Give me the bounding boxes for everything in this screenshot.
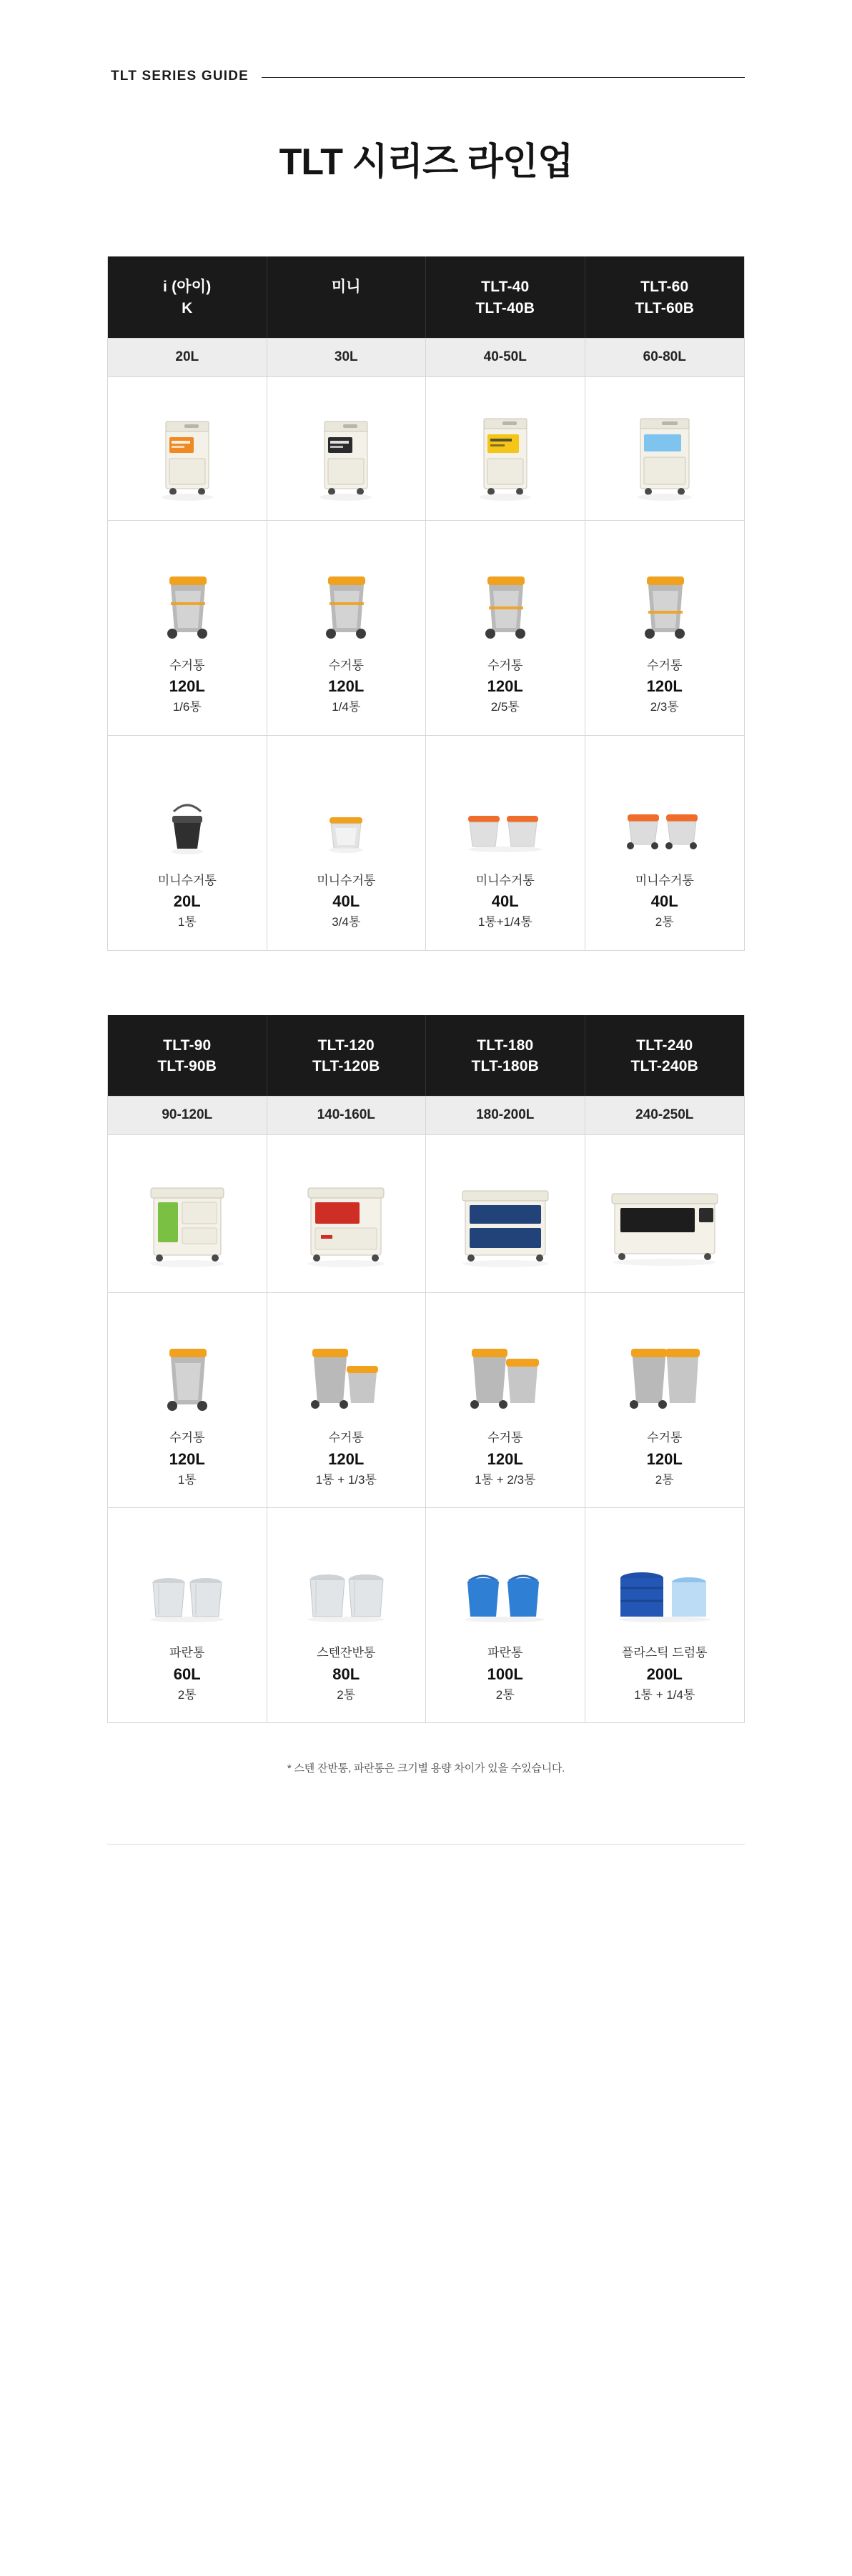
capacity-cell: 40-50L <box>426 338 585 377</box>
mini-bin-double-orange-icon <box>432 753 579 860</box>
compactor-red-large-icon <box>273 1152 420 1274</box>
bin-label: 수거통 <box>487 1431 523 1445</box>
table1-machine-row <box>108 377 744 521</box>
steel-drum-pair-icon <box>273 1525 420 1632</box>
minibin-label: 미니수거통 <box>157 873 217 887</box>
table1-header-row <box>108 256 744 338</box>
table2-col4-header <box>585 1015 745 1097</box>
model-name-line2: TLT-60B <box>635 299 695 316</box>
model-name-line1: TLT-60 <box>640 279 689 295</box>
wheeled-bin-120l-icon <box>273 538 420 645</box>
model-name-line2: TLT-240B <box>630 1058 699 1075</box>
extra-label: 스텐잔반통 <box>317 1646 376 1660</box>
extra-label: 파란통 <box>487 1646 523 1660</box>
wheeled-bin-pair-orange-icon <box>591 753 739 860</box>
bin-cell <box>585 521 745 736</box>
table1-capacity-row <box>108 338 744 377</box>
minibin-label: 미니수거통 <box>635 873 694 887</box>
compactor-navy-large-icon <box>432 1152 579 1274</box>
model-name-line2: TLT-40B <box>475 299 535 316</box>
minibin-count: 3/4통 <box>332 915 361 929</box>
compactor-yellow-icon <box>432 394 579 501</box>
table2-col1-header <box>108 1015 267 1097</box>
bin-count: 2통 <box>655 1472 674 1487</box>
extra-cell <box>108 1508 267 1722</box>
machine-cell <box>585 377 745 521</box>
table2-machine-row <box>108 1135 744 1293</box>
model-name-line1: TLT-120 <box>317 1037 375 1054</box>
bin-value: 120L <box>169 1449 205 1468</box>
extra-cell <box>267 1508 427 1722</box>
bin-count: 2/5통 <box>490 700 520 714</box>
model-name-line2 <box>270 298 423 319</box>
minibin-value: 20L <box>173 892 201 911</box>
minibin-cell <box>108 736 267 950</box>
minibin-count: 1통+1/4통 <box>477 915 532 929</box>
bin-count: 1/6통 <box>172 700 202 714</box>
table2-header-row <box>108 1015 744 1097</box>
bin-label: 수거통 <box>169 1431 205 1445</box>
extra-count: 2통 <box>177 1687 197 1702</box>
bin-count: 2/3통 <box>650 700 679 714</box>
steel-drum-pair-icon <box>114 1525 261 1632</box>
model-name-line1: TLT-240 <box>636 1037 693 1054</box>
capacity-cell: 140-160L <box>267 1096 427 1135</box>
compactor-blue-icon <box>591 394 739 501</box>
capacity-cell: 30L <box>267 338 427 377</box>
page-root <box>0 69 852 2576</box>
machine-cell <box>267 1135 427 1293</box>
compactor-black-large-icon <box>591 1152 739 1274</box>
table1-col3-header <box>426 256 585 338</box>
mini-bin-single-icon <box>273 753 420 860</box>
table1-col1-header <box>108 256 267 338</box>
bin-cell <box>108 1293 267 1508</box>
extra-cell <box>426 1508 585 1722</box>
model-name-line2: K <box>182 299 193 316</box>
lineup-table-1 <box>107 256 745 951</box>
wheeled-bin-120l-icon <box>591 538 739 645</box>
page-title: TLT 시리즈 라인업 <box>279 141 573 183</box>
wheeled-bin-120l-icon <box>273 1310 420 1417</box>
wheeled-bin-120l-icon <box>432 538 579 645</box>
minibin-label: 미니수거통 <box>475 873 535 887</box>
footnote-text: * 스텐 잔반통, 파란통은 크기별 용량 차이가 있을 수있습니다. <box>287 1762 565 1775</box>
model-name-line1: TLT-180 <box>477 1037 534 1054</box>
capacity-cell: 60-80L <box>585 338 745 377</box>
wheeled-bin-120l-icon <box>591 1310 739 1417</box>
machine-cell <box>108 377 267 521</box>
model-name-line1: TLT-40 <box>481 279 530 295</box>
table2-col3-header <box>426 1015 585 1097</box>
minibin-value: 40L <box>650 892 678 911</box>
bin-label: 수거통 <box>487 658 523 672</box>
bin-cell <box>426 1293 585 1508</box>
table2-extra-row <box>108 1508 744 1722</box>
minibin-label: 미니수거통 <box>317 873 376 887</box>
extra-value: 80L <box>332 1664 360 1683</box>
plastic-drum-pair-icon <box>591 1525 739 1632</box>
bin-label: 수거통 <box>647 658 683 672</box>
bin-cell <box>585 1293 745 1508</box>
bin-cell <box>108 521 267 736</box>
extra-label: 파란통 <box>169 1646 205 1660</box>
minibin-value: 40L <box>332 892 360 911</box>
table2-col2-header <box>267 1015 427 1097</box>
bin-label: 수거통 <box>647 1431 683 1445</box>
bin-value: 120L <box>328 1449 365 1468</box>
table2-capacity-row <box>108 1096 744 1135</box>
capacity-cell: 180-200L <box>426 1096 585 1135</box>
model-name-line1: i (아이) <box>163 279 212 295</box>
eyebrow-divider <box>262 77 745 78</box>
extra-count: 1통 + 1/4통 <box>634 1687 695 1702</box>
table1-col2-header <box>267 256 427 338</box>
extra-count: 2통 <box>495 1687 515 1702</box>
model-name-line2: TLT-120B <box>312 1058 380 1075</box>
bin-count: 1통 + 1/3통 <box>315 1472 377 1487</box>
capacity-cell: 90-120L <box>108 1096 267 1135</box>
wheeled-bin-120l-icon <box>114 538 261 645</box>
blue-bucket-pair-icon <box>432 1525 579 1632</box>
machine-cell <box>426 1135 585 1293</box>
table1-minibin-row <box>108 736 744 950</box>
machine-cell <box>585 1135 745 1293</box>
table2-bin-row <box>108 1293 744 1508</box>
minibin-count: 2통 <box>655 915 674 929</box>
compactor-orange-icon <box>114 394 261 501</box>
bin-count: 1/4통 <box>332 700 361 714</box>
capacity-cell: 20L <box>108 338 267 377</box>
table1-bin-row <box>108 521 744 736</box>
mini-bucket-black-icon <box>114 753 261 860</box>
extra-value: 200L <box>646 1664 683 1683</box>
bin-value: 120L <box>487 1449 523 1468</box>
bin-cell <box>267 1293 427 1508</box>
lineup-table-2 <box>107 1015 745 1724</box>
eyebrow-label: TLT SERIES GUIDE <box>111 69 249 84</box>
bin-cell <box>267 521 427 736</box>
extra-cell <box>585 1508 745 1722</box>
model-name-line2: TLT-180B <box>471 1058 540 1075</box>
minibin-cell <box>585 736 745 950</box>
minibin-cell <box>267 736 427 950</box>
minibin-value: 40L <box>491 892 519 911</box>
bin-count: 1통 <box>177 1472 197 1487</box>
compactor-black-icon <box>273 394 420 501</box>
minibin-count: 1통 <box>177 915 197 929</box>
machine-cell <box>267 377 427 521</box>
machine-cell <box>426 377 585 521</box>
model-name-line1: TLT-90 <box>163 1037 212 1054</box>
eyebrow-row <box>0 69 852 84</box>
bin-label: 수거통 <box>328 658 364 672</box>
model-name-line1: 미니 <box>331 279 361 295</box>
bin-value: 120L <box>487 677 523 696</box>
bin-value: 120L <box>328 677 365 696</box>
bin-value: 120L <box>646 677 683 696</box>
capacity-cell: 240-250L <box>585 1096 745 1135</box>
compactor-green-large-icon <box>114 1152 261 1274</box>
bin-label: 수거통 <box>169 658 205 672</box>
model-name-line2: TLT-90B <box>157 1058 217 1075</box>
wheeled-bin-120l-icon <box>432 1310 579 1417</box>
extra-value: 100L <box>487 1664 523 1683</box>
wheeled-bin-120l-icon <box>114 1310 261 1417</box>
bin-label: 수거통 <box>328 1431 364 1445</box>
minibin-cell <box>426 736 585 950</box>
bin-value: 120L <box>169 677 205 696</box>
machine-cell <box>108 1135 267 1293</box>
table1-col4-header <box>585 256 745 338</box>
bin-count: 1통 + 2/3통 <box>475 1472 536 1487</box>
extra-count: 2통 <box>337 1687 356 1702</box>
extra-value: 60L <box>173 1664 201 1683</box>
bin-value: 120L <box>646 1449 683 1468</box>
bin-cell <box>426 521 585 736</box>
extra-label: 플라스틱 드럼통 <box>621 1646 708 1660</box>
